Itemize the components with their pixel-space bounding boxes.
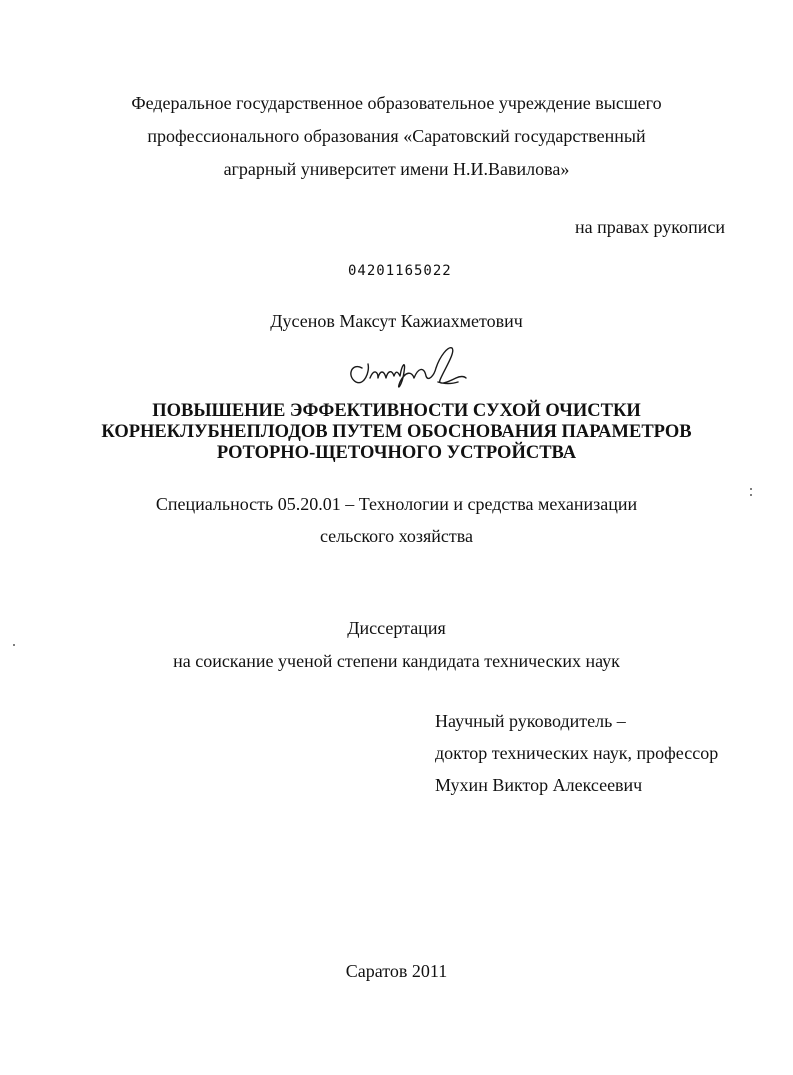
work-type-line-2: на соискание ученой степени кандидата технических наук — [173, 651, 620, 671]
specialty-line-1: Специальность 05.20.01 – Технологии и средства механизации — [155, 494, 638, 514]
manuscript-note: на правах рукописи — [575, 217, 725, 237]
thesis-title-line-2: КОРНЕКЛУБНЕПЛОДОВ ПУТЕМ ОБОСНОВАНИЯ ПАРАМЕТРОВ — [101, 422, 692, 442]
author-name: Дусенов Максут Кажиахметович — [270, 311, 523, 331]
scan-speck — [750, 488, 752, 490]
thesis-title-line-3: РОТОРНО-ЩЕТОЧНОГО УСТРОЙСТВА — [216, 443, 577, 463]
work-type-line-1: Диссертация — [347, 618, 446, 638]
thesis-title-line-1: ПОВЫШЕНИЕ ЭФФЕКТИВНОСТИ СУХОЙ ОЧИСТКИ — [152, 401, 641, 421]
registration-number: 04201165022 — [348, 263, 452, 279]
institution-line-1: Федеральное государственное образовательное учреждение высшего — [131, 93, 662, 113]
specialty-line-2: сельского хозяйства — [319, 526, 474, 546]
supervisor-degree: доктор технических наук, профессор — [435, 743, 719, 763]
scan-speck — [750, 494, 752, 496]
author-signature — [340, 342, 470, 398]
institution-line-3: аграрный университет имени Н.И.Вавилова» — [223, 159, 570, 179]
city-year: Саратов 2011 — [345, 961, 448, 981]
supervisor-role: Научный руководитель – — [435, 711, 626, 731]
scan-speck — [13, 644, 15, 646]
institution-line-2: профессионального образования «Саратовский государственный — [147, 126, 646, 146]
supervisor-name: Мухин Виктор Алексеевич — [435, 775, 643, 795]
